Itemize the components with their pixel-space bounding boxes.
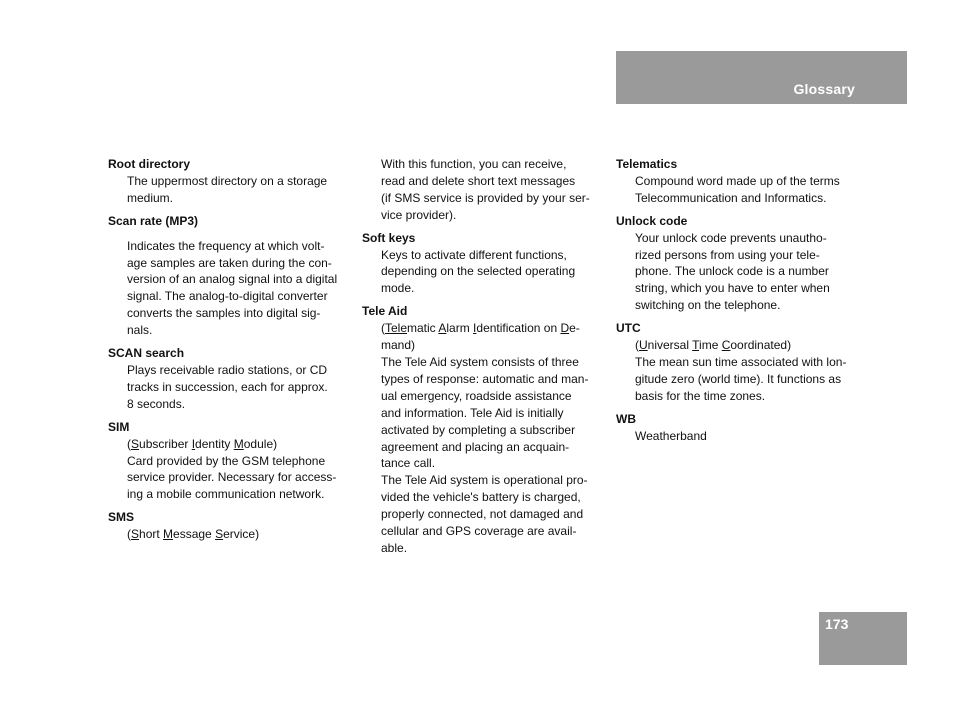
glossary-definition bbox=[362, 247, 607, 298]
abbreviation-letter: S bbox=[215, 527, 224, 542]
definition-line: Weatherband bbox=[635, 428, 707, 443]
definition-line: The Tele Aid system consists of three bbox=[381, 354, 579, 369]
definition-line: activated by completing a subscriber bbox=[381, 422, 576, 437]
definition-line: tance call. bbox=[381, 456, 436, 471]
glossary-column-3 bbox=[616, 156, 861, 451]
glossary-entry bbox=[108, 509, 353, 543]
abbreviation-text: hort bbox=[139, 527, 164, 542]
glossary-entry bbox=[616, 320, 861, 405]
definition-line: read and delete short text messages bbox=[381, 173, 576, 188]
definition-line: and information. Tele Aid is initially bbox=[381, 405, 564, 420]
abbreviation-letter: S bbox=[131, 436, 140, 451]
definition-line: (if SMS service is provided by your ser- bbox=[381, 190, 590, 205]
definition-line: age samples are taken during the con- bbox=[127, 255, 332, 270]
abbreviation-letter: T bbox=[692, 338, 700, 353]
glossary-entry bbox=[616, 411, 861, 445]
abbreviation-expansion bbox=[381, 320, 607, 337]
definition-line: ual emergency, roadside assistance bbox=[381, 388, 572, 403]
definition-line: Your unlock code prevents unautho- bbox=[635, 230, 827, 245]
glossary-definition bbox=[616, 428, 861, 445]
definition-line: properly connected, not damaged and bbox=[381, 507, 584, 522]
abbreviation-text: dentity bbox=[195, 436, 234, 451]
definition-line: The mean sun time associated with lon- bbox=[635, 354, 847, 369]
definition-line: vided the vehicle's battery is charged, bbox=[381, 490, 581, 505]
definition-line: vice provider). bbox=[381, 207, 457, 222]
definition-line: types of response: automatic and man- bbox=[381, 371, 589, 386]
glossary-term: SMS bbox=[108, 510, 135, 525]
glossary-definition bbox=[108, 526, 353, 543]
abbreviation-letter: Tele bbox=[385, 321, 408, 336]
abbreviation-text: ime bbox=[699, 338, 722, 353]
definition-line: gitude zero (world time). It functions as bbox=[635, 371, 842, 386]
abbreviation-text: ( bbox=[127, 527, 131, 542]
abbreviation-text: niversal bbox=[647, 338, 693, 353]
glossary-definition bbox=[108, 362, 353, 413]
abbreviation-expansion bbox=[635, 337, 861, 354]
definition-line: Card provided by the GSM telephone bbox=[127, 453, 326, 468]
abbreviation-text: e- bbox=[569, 321, 580, 336]
definition-line: Telecommunication and Informatics. bbox=[635, 190, 827, 205]
definition-line: able. bbox=[381, 540, 408, 555]
definition-line: Indicates the frequency at which volt- bbox=[127, 238, 325, 253]
glossary-entry bbox=[108, 345, 353, 413]
definition-line: Keys to activate different functions, bbox=[381, 247, 567, 262]
abbreviation-text: larm bbox=[446, 321, 474, 336]
definition-line: tracks in succession, each for approx. bbox=[127, 379, 328, 394]
glossary-definition bbox=[108, 230, 353, 339]
definition-line: version of an analog signal into a digital bbox=[127, 272, 338, 287]
definition-line: string, which you have to enter when bbox=[635, 281, 830, 296]
abbreviation-continued: mand) bbox=[381, 338, 416, 353]
definition-line: basis for the time zones. bbox=[635, 388, 766, 403]
definition-line: signal. The analog-to-digital converter bbox=[127, 289, 328, 304]
definition-line: service provider. Necessary for access- bbox=[127, 470, 337, 485]
glossary-entry bbox=[108, 156, 353, 207]
definition-line: The uppermost directory on a storage bbox=[127, 173, 328, 188]
glossary-term: WB bbox=[616, 411, 636, 426]
abbreviation-text: oordinated) bbox=[730, 338, 792, 353]
glossary-definition bbox=[362, 320, 607, 557]
definition-line: nals. bbox=[127, 323, 153, 338]
definition-line: phone. The unlock code is a number bbox=[635, 264, 829, 279]
glossary-term: Unlock code bbox=[616, 213, 688, 228]
abbreviation-text: ( bbox=[127, 436, 131, 451]
sms-definition-continued bbox=[362, 156, 607, 224]
glossary-column-2 bbox=[362, 156, 607, 563]
abbreviation-expansion bbox=[127, 526, 353, 543]
definition-line: switching on the telephone. bbox=[635, 298, 781, 313]
definition-line: With this function, you can receive, bbox=[381, 157, 567, 171]
glossary-entry bbox=[108, 213, 353, 339]
glossary-entry bbox=[616, 213, 861, 314]
glossary-entry bbox=[362, 230, 607, 298]
glossary-term: Root directory bbox=[108, 157, 191, 171]
glossary-definition bbox=[108, 436, 353, 504]
definition-line: Plays receivable radio stations, or CD bbox=[127, 362, 328, 377]
definition-line: Compound word made up of the terms bbox=[635, 173, 840, 188]
glossary-entry bbox=[616, 156, 861, 207]
definition-line: cellular and GPS coverage are avail- bbox=[381, 524, 577, 539]
page-number-tab bbox=[819, 612, 907, 665]
header-tab bbox=[616, 51, 907, 104]
abbreviation-text: ubscriber bbox=[139, 436, 192, 451]
abbreviation-letter: I bbox=[473, 321, 477, 336]
abbreviation-letter: M bbox=[233, 436, 244, 451]
definition-line: rized persons from using your tele- bbox=[635, 247, 820, 262]
abbreviation-letter: S bbox=[131, 527, 140, 542]
glossary-entry bbox=[362, 303, 607, 557]
glossary-column-1 bbox=[108, 156, 353, 549]
spacer bbox=[127, 230, 353, 238]
abbreviation-letter: C bbox=[721, 338, 731, 353]
definition-line: mode. bbox=[381, 281, 415, 296]
definition-line: The Tele Aid system is operational pro- bbox=[381, 473, 588, 488]
page-title: Glossary bbox=[793, 81, 855, 97]
glossary-definition bbox=[616, 337, 861, 405]
glossary-term: Scan rate (MP3) bbox=[108, 213, 199, 228]
abbreviation-expansion bbox=[127, 436, 353, 453]
abbreviation-text: ( bbox=[635, 338, 639, 353]
abbreviation-text: essage bbox=[173, 527, 216, 542]
definition-line: medium. bbox=[127, 190, 174, 205]
abbreviation-letter: U bbox=[639, 338, 648, 353]
glossary-term: UTC bbox=[616, 321, 641, 336]
definition-line: ing a mobile communication network. bbox=[127, 487, 325, 502]
glossary-term: SIM bbox=[108, 419, 130, 434]
abbreviation-text: odule) bbox=[243, 436, 278, 451]
glossary-term: Telematics bbox=[616, 157, 678, 171]
glossary-term: Soft keys bbox=[362, 230, 416, 245]
glossary-definition bbox=[616, 230, 861, 315]
abbreviation-text: ( bbox=[381, 321, 385, 336]
definition-line: converts the samples into digital sig- bbox=[127, 306, 321, 321]
glossary-definition bbox=[616, 173, 861, 207]
abbreviation-letter: A bbox=[438, 321, 447, 336]
glossary-entry bbox=[108, 419, 353, 504]
abbreviation-letter: I bbox=[191, 436, 196, 451]
page-number: 173 bbox=[825, 616, 849, 632]
abbreviation-letter: D bbox=[560, 321, 570, 336]
abbreviation-text: ervice) bbox=[223, 527, 260, 542]
glossary-definition bbox=[108, 173, 353, 207]
definition-line: depending on the selected operating bbox=[381, 264, 576, 279]
definition-line: agreement and placing an acquain- bbox=[381, 439, 570, 454]
abbreviation-text: dentification on bbox=[476, 321, 561, 336]
abbreviation-text: matic bbox=[407, 321, 439, 336]
glossary-term: Tele Aid bbox=[362, 304, 408, 319]
definition-line: 8 seconds. bbox=[127, 396, 186, 411]
glossary-term: SCAN search bbox=[108, 346, 185, 361]
abbreviation-letter: M bbox=[163, 527, 174, 542]
